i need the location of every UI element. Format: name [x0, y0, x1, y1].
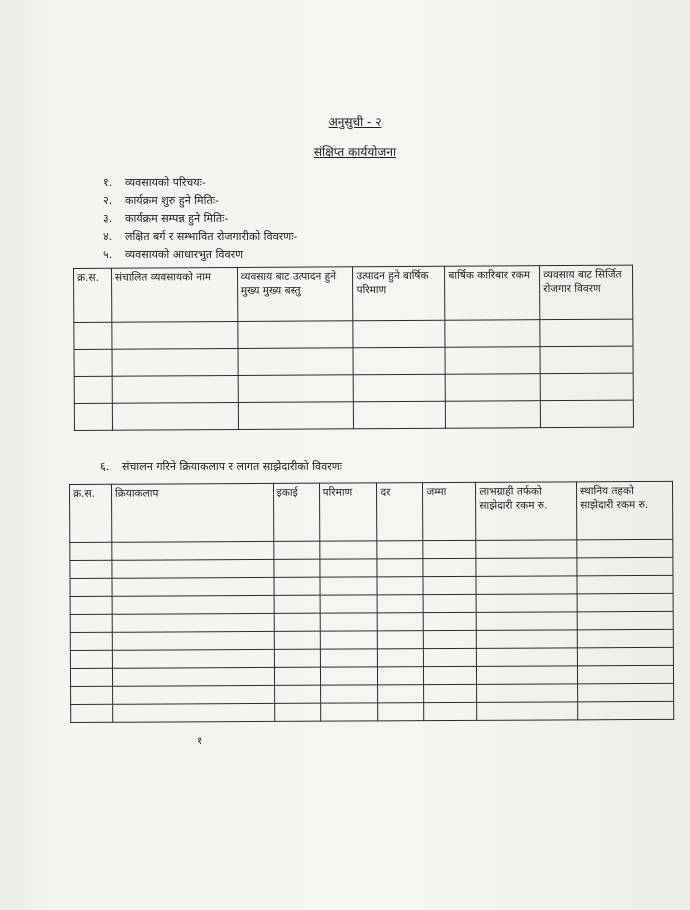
- table-cell[interactable]: [477, 702, 578, 721]
- table-cell[interactable]: [320, 703, 378, 721]
- table-cell[interactable]: [476, 612, 577, 631]
- table-row: [74, 400, 633, 430]
- table-cell[interactable]: [578, 665, 674, 684]
- table-cell[interactable]: [578, 683, 674, 702]
- table-cell[interactable]: [70, 596, 112, 614]
- table-cell[interactable]: [274, 649, 320, 667]
- table-cell[interactable]: [424, 648, 477, 666]
- table-cell[interactable]: [445, 320, 540, 348]
- table-cell[interactable]: [577, 629, 673, 648]
- table-cell[interactable]: [540, 346, 633, 374]
- table-cell[interactable]: [70, 668, 112, 686]
- table-cell[interactable]: [238, 402, 354, 430]
- table-cell[interactable]: [320, 667, 378, 685]
- table-cell[interactable]: [477, 684, 578, 703]
- table-cell[interactable]: [377, 577, 423, 595]
- col-header-annual-quantity: उत्पादन हुने बार्षिक परिमाण: [353, 266, 445, 321]
- table-cell[interactable]: [74, 376, 112, 403]
- table-cell[interactable]: [112, 541, 274, 560]
- table-cell[interactable]: [112, 559, 274, 578]
- table-cell[interactable]: [423, 594, 476, 612]
- table-cell[interactable]: [274, 703, 320, 721]
- table-cell[interactable]: [71, 686, 113, 704]
- table-cell[interactable]: [353, 347, 445, 375]
- table-cell[interactable]: [238, 321, 354, 349]
- table-cell[interactable]: [578, 701, 674, 720]
- list-item: ३. कार्यक्रम सम्पन्न हुने मितिः-: [103, 212, 229, 225]
- table-cell[interactable]: [476, 576, 577, 595]
- table-cell[interactable]: [112, 321, 238, 349]
- table-cell[interactable]: [320, 613, 378, 631]
- table-cell[interactable]: [424, 612, 477, 630]
- table-cell[interactable]: [477, 666, 578, 685]
- table-cell[interactable]: [112, 649, 274, 668]
- col-header-total: जम्मा: [423, 482, 476, 540]
- table-cell[interactable]: [112, 577, 274, 596]
- col-header-employment: व्यवसाय बाट सिर्जित रोजगार विवरण: [540, 265, 633, 320]
- table-cell[interactable]: [378, 613, 424, 631]
- business-details-table: [73, 265, 634, 431]
- table-cell[interactable]: [74, 349, 112, 376]
- table-cell[interactable]: [70, 560, 112, 578]
- col-header-sn: क्र.स.: [74, 268, 112, 322]
- table-cell[interactable]: [319, 559, 377, 577]
- table-cell[interactable]: [274, 595, 320, 613]
- table-cell[interactable]: [476, 558, 577, 577]
- table-cell[interactable]: [70, 614, 112, 632]
- col-header-sn: क्र.स.: [70, 484, 112, 542]
- table-cell[interactable]: [424, 702, 477, 720]
- table-cell[interactable]: [477, 648, 578, 667]
- table-cell[interactable]: [423, 540, 476, 558]
- table-cell[interactable]: [112, 348, 238, 376]
- table-cell[interactable]: [378, 667, 424, 685]
- table-cell[interactable]: [378, 649, 424, 667]
- table-cell[interactable]: [423, 576, 476, 594]
- table-cell[interactable]: [577, 611, 673, 630]
- table-cell[interactable]: [238, 348, 354, 376]
- col-header-quantity: परिमाण: [319, 483, 377, 541]
- list-item: २. कार्यक्रम शुरु हुने मितिः-: [103, 194, 219, 207]
- table-cell[interactable]: [274, 577, 320, 595]
- table-cell[interactable]: [378, 685, 424, 703]
- col-header-business-name: संचालित व्यवसायको नाम: [111, 267, 237, 322]
- table-cell[interactable]: [70, 650, 112, 668]
- col-header-main-products: व्यवसाय बाट उत्पादन हुने मुख्य मुख्य बस्तु: [237, 267, 353, 322]
- table-cell[interactable]: [378, 631, 424, 649]
- table-row: [74, 319, 633, 349]
- table-cell[interactable]: [274, 559, 320, 577]
- table-cell[interactable]: [273, 541, 319, 559]
- table-cell[interactable]: [540, 373, 633, 401]
- table-cell[interactable]: [112, 631, 274, 650]
- table-cell[interactable]: [320, 577, 378, 595]
- col-header-rate: दर: [377, 483, 423, 541]
- document-title: अनुसुची - २: [328, 115, 382, 129]
- activities-cost-table: [69, 481, 674, 723]
- table-cell[interactable]: [112, 375, 238, 403]
- table-cell[interactable]: [378, 703, 424, 721]
- table-cell[interactable]: [577, 647, 673, 666]
- table-cell[interactable]: [378, 595, 424, 613]
- table-cell[interactable]: [74, 322, 112, 349]
- table-cell[interactable]: [113, 685, 275, 704]
- table-cell[interactable]: [540, 319, 633, 347]
- table-row: [71, 701, 674, 722]
- table-cell[interactable]: [377, 559, 423, 577]
- table-cell[interactable]: [74, 403, 112, 430]
- table-cell[interactable]: [353, 320, 445, 348]
- table-cell[interactable]: [354, 374, 446, 402]
- list-item: ४. लक्षित बर्ग र सम्भावित रोजगारीको विवरणः-: [103, 230, 298, 243]
- table-cell[interactable]: [70, 542, 112, 560]
- list-item: १. व्यवसायको परिचयः-: [103, 176, 206, 189]
- table-cell[interactable]: [477, 630, 578, 649]
- table-row: [74, 346, 633, 376]
- table-cell[interactable]: [319, 541, 377, 559]
- table-cell[interactable]: [113, 703, 275, 722]
- table-cell[interactable]: [540, 400, 633, 428]
- table-cell[interactable]: [445, 374, 540, 402]
- table-cell[interactable]: [274, 613, 320, 631]
- table-cell[interactable]: [320, 595, 378, 613]
- table-cell[interactable]: [112, 402, 238, 430]
- table-cell[interactable]: [377, 541, 423, 559]
- col-header-activity: क्रियाकलाप: [111, 483, 273, 542]
- table-cell[interactable]: [423, 558, 476, 576]
- list-item: ६. संचालन गरिने क्रियाकलाप र लागत साझेदारीको विवरणः: [100, 460, 342, 473]
- table-cell[interactable]: [112, 595, 274, 614]
- table-header-row: [70, 481, 673, 542]
- table-cell[interactable]: [320, 631, 378, 649]
- list-item: ५. व्यवसायको आधारभुत विवरण: [103, 248, 244, 261]
- col-header-unit: इकाई: [273, 483, 319, 541]
- table-cell[interactable]: [577, 557, 673, 576]
- table-cell[interactable]: [446, 401, 541, 429]
- document-subtitle: संक्षिप्त कार्ययोजना: [313, 145, 397, 159]
- table-cell[interactable]: [71, 704, 113, 722]
- col-header-beneficiary-share: लाभग्राही तर्फको साझेदारी रकम रु.: [476, 482, 577, 541]
- table-cell[interactable]: [424, 630, 477, 648]
- table-cell[interactable]: [577, 575, 673, 594]
- table-cell[interactable]: [320, 649, 378, 667]
- table-row: [74, 373, 633, 403]
- table-cell[interactable]: [577, 539, 673, 558]
- table-cell[interactable]: [70, 632, 112, 650]
- table-cell[interactable]: [476, 540, 577, 559]
- table-cell[interactable]: [274, 667, 320, 685]
- table-cell[interactable]: [445, 347, 540, 375]
- table-cell[interactable]: [274, 685, 320, 703]
- table-cell[interactable]: [354, 401, 446, 429]
- table-cell[interactable]: [112, 613, 274, 632]
- page-mark: १: [197, 736, 203, 747]
- table-cell[interactable]: [238, 375, 354, 403]
- table-cell[interactable]: [70, 578, 112, 596]
- table-cell[interactable]: [112, 667, 274, 686]
- table-cell[interactable]: [476, 594, 577, 613]
- table-cell[interactable]: [320, 685, 378, 703]
- table-cell[interactable]: [424, 684, 477, 702]
- table-header-row: [74, 265, 633, 322]
- table-cell[interactable]: [274, 631, 320, 649]
- col-header-local-gov-share: स्थानिय तहको साझेदारी रकम रु.: [577, 481, 673, 540]
- col-header-annual-turnover: बार्षिक कारिबार रकम: [445, 266, 540, 321]
- table-cell[interactable]: [424, 666, 477, 684]
- table-cell[interactable]: [577, 593, 673, 612]
